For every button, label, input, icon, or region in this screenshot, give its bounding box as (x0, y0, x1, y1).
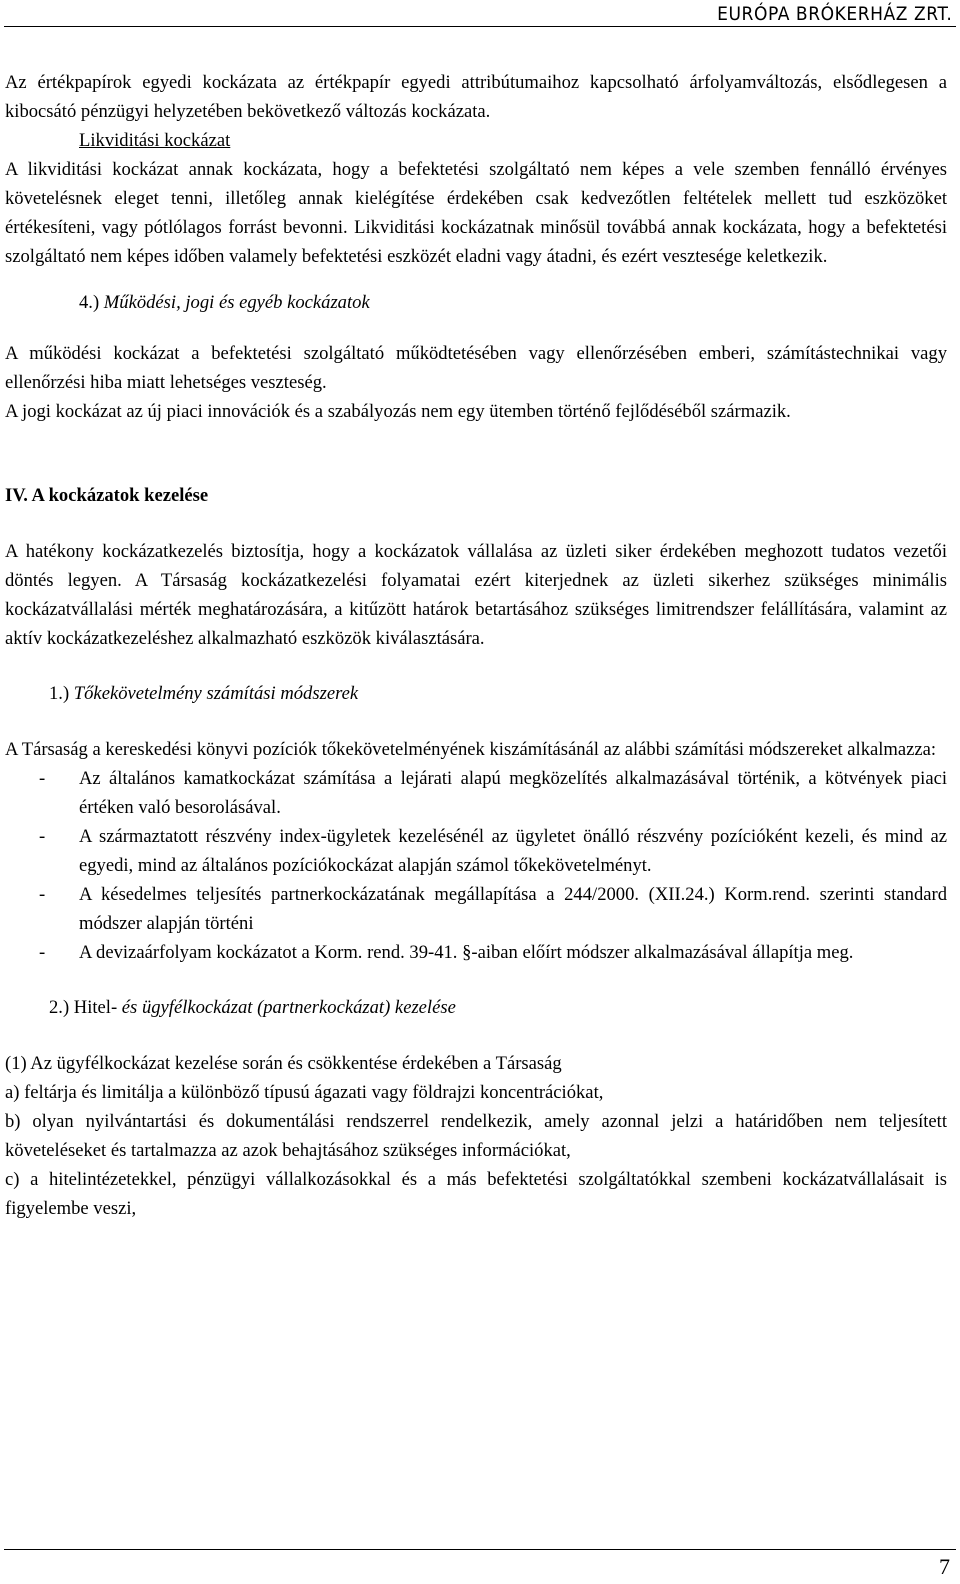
liquidity-heading (5, 126, 947, 155)
paragraph-section-iv: A hatékony kockázatkezelés biztosítja, hogy a kockázatok vállalása az üzleti siker érdekében meghozott tudatos vezetői döntés legyen. A Társaság kockázatkezelési folyamatai ezért kiterjednek az üzleti sikerhez szükséges minimális kockázatvállalási mérték meghatározására, a kitűzött határok betartásához szükséges limitrendszer felállítására, valamint az aktív kockázatkezeléshez alkalmazható eszközök kiválasztására. (5, 541, 947, 649)
operational-title: Működési, jogi és egyéb kockázatok (103, 292, 370, 313)
spacer (5, 708, 947, 735)
list-item (5, 880, 947, 938)
spacer (5, 1022, 947, 1049)
footer-rule (4, 1549, 956, 1550)
paragraph-securities-risk: Az értékpapírok egyedi kockázata az értékpapír egyedi attribútumaihoz kapcsolható árfolyamváltozás, elsődlegesen a kibocsátó pénzügyi helyzetében bekövetkező változás kockázata. (5, 72, 947, 122)
credit-title: és ügyfélkockázat (partnerkockázat) kezelése (117, 997, 456, 1018)
paragraph-capital-intro: A Társaság a kereskedési könyvi pozíciók tőkekövetelményének kiszámításánál az alábbi számítási módszereket alkalmazza: (5, 739, 937, 760)
capital-title: Tőkekövetelmény számítási módszerek (73, 683, 359, 704)
page-number: 7 (939, 1554, 950, 1579)
list-item (5, 764, 947, 822)
header-rule (4, 26, 956, 27)
paragraph-credit-1: (1) Az ügyfélkockázat kezelése során és csökkentése érdekében a Társaság (5, 1053, 562, 1074)
liquidity-label: Likviditási kockázat (79, 130, 231, 151)
document-body (5, 68, 947, 1223)
list-item (5, 822, 947, 880)
spacer (5, 510, 947, 537)
list-item-text: Az általános kamatkockázat számítása a lejárati alapú megközelítés alkalmazásával történik, a kötvények piaci értéken való besorolásával. (79, 768, 947, 818)
operational-num: 4.) (79, 292, 100, 313)
list-item-text: A késedelmes teljesítés partnerkockázatának megállapítása a 244/2000. (XII.24.) Korm.rend. szerinti standard módszer alapján történi (79, 884, 947, 934)
paragraph-operational-1: A működési kockázat a befektetési szolgáltató működtetésében vagy ellenőrzésében emberi, számítástechnikai vagy ellenőrzési hiba miatt lehetséges veszteség. (5, 343, 947, 393)
paragraph-credit-c: c) a hitelintézetekkel, pénzügyi vállalkozásokkal és a más befektetési szolgáltatókkal szembeni kockázatvállalásait is figyelembe veszi, (5, 1169, 947, 1219)
paragraph-credit-a: a) feltárja és limitálja a különböző típusú ágazati vagy földrajzi koncentrációkat, (5, 1082, 604, 1103)
spacer (5, 426, 947, 481)
paragraph-operational-2: A jogi kockázat az új piaci innovációk és a szabályozás nem egy ütemben történő fejlődéséből származik. (5, 401, 791, 422)
operational-heading (5, 288, 947, 317)
dash-mark: - (39, 884, 46, 905)
list-item-text: A devizaárfolyam kockázatot a Korm. rend. 39-41. §-aiban előírt módszer alkalmazásával állapítja meg. (79, 942, 854, 963)
dash-mark: - (39, 826, 46, 847)
capital-num: 1.) (49, 683, 70, 704)
page-header-company: EURÓPA BRÓKERHÁZ ZRT. (716, 3, 952, 25)
section-iv-title: IV. A kockázatok kezelése (5, 485, 209, 506)
spacer (5, 317, 947, 339)
list-item (5, 938, 947, 967)
capital-method-list (5, 764, 947, 967)
capital-heading (5, 679, 947, 708)
dash-mark: - (39, 768, 46, 789)
dash-mark: - (39, 942, 46, 963)
list-item-text: A származtatott részvény index-ügyletek kezelésénél az ügyletet önálló részvény pozícióként kezeli, és mind az egyedi, mind az általános pozíciókockázat alapján számol tőkekövetelményt. (79, 826, 947, 876)
paragraph-credit-b: b) olyan nyilvántartási és dokumentálási rendszerrel rendelkezik, amely azonnal jelzi a határidőben nem teljesített követeléseket és tartalmazza az azok behajtásához szükséges információkat, (5, 1111, 947, 1161)
credit-num: 2.) Hitel- (49, 997, 118, 1018)
credit-heading (5, 993, 947, 1022)
paragraph-liquidity: A likviditási kockázat annak kockázata, hogy a befektetési szolgáltató nem képes a vele szemben fennálló érvényes követelésnek eleget tenni, illetőleg annak kielégítése érdekében csak kedvezőtlen feltételek mellett tud eszközöket értékesíteni, vagy pótlólagos forrást bevonni. Likviditási kockázatnak minősül továbbá annak kockázata, hogy a befektetési szolgáltató nem képes időben valamely befektetési eszközét eladni vagy átadni, és ezért vesztesége keletkezik. (5, 159, 947, 267)
